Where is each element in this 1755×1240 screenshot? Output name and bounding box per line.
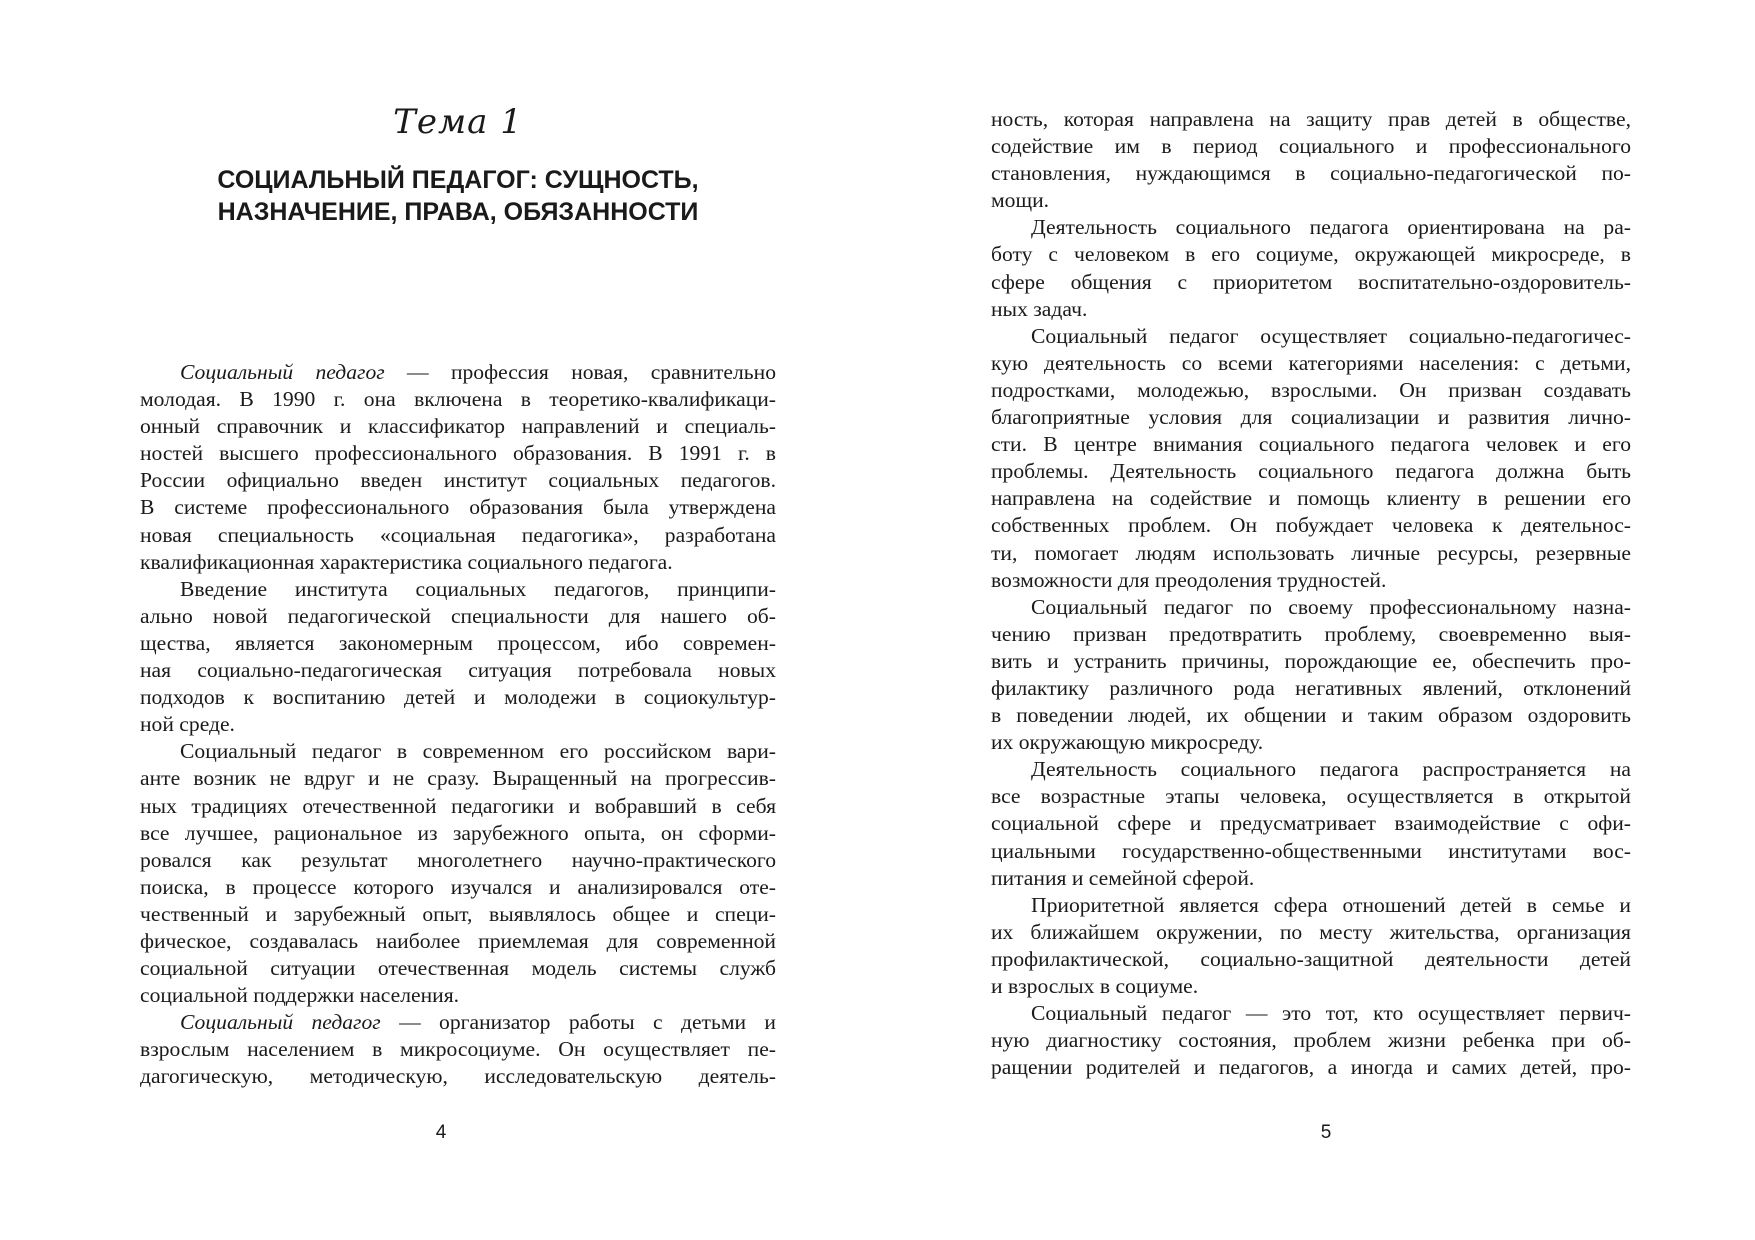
- text-line: [991, 702, 1631, 729]
- text-line: [140, 630, 776, 657]
- text-line: [140, 874, 776, 901]
- line-text: филактику различного рода негативных явлений, отклонений: [991, 675, 1631, 700]
- line-text: Социальный педагог по своему профессиональному назна-: [1031, 594, 1631, 619]
- line-text: ностей высшего профессионального образования. В 1991 г. в: [140, 441, 776, 466]
- text-line: [991, 810, 1631, 837]
- line-text: Деятельность социального педагога распространяется на: [1031, 757, 1631, 782]
- line-text: направлена на содействие и помощь клиенту в решении его: [991, 486, 1631, 511]
- text-line: [140, 657, 776, 684]
- line-text: благоприятные условия для социализации и развития лично-: [991, 405, 1631, 430]
- line-text: ная социально-педагогическая ситуация потребовала новых: [140, 658, 776, 683]
- text-line: [140, 522, 776, 549]
- line-text: возможности для преодоления трудностей.: [991, 567, 1387, 592]
- text-line: [991, 946, 1631, 973]
- text-line: [140, 901, 776, 928]
- line-text: социальной ситуации отечественная модель системы служб: [140, 956, 776, 981]
- line-text: щества, является закономерным процессом, ибо современ-: [140, 630, 776, 655]
- line-text: все возрастные этапы человека, осуществляется в открытой: [991, 784, 1631, 809]
- text-line: [140, 440, 776, 467]
- line-text: Социальный педагог — это тот, кто осуществляет первич-: [1031, 1001, 1631, 1026]
- text-line: [140, 982, 776, 1009]
- line-text: содействие им в период социального и профессионального: [991, 134, 1631, 159]
- text-line: [140, 603, 776, 630]
- line-text: и взрослых в социуме.: [991, 974, 1199, 998]
- text-line: [140, 820, 776, 847]
- line-text: социальной сфере и предусматривает взаимодействие с офи-: [991, 811, 1631, 836]
- text-line: [991, 404, 1631, 431]
- text-line: [991, 350, 1631, 377]
- line-text: социальной поддержки населения.: [140, 983, 460, 1008]
- line-text: боту с человеком в его социуме, окружающей микросреде, в: [991, 242, 1631, 267]
- line-text: Введение института социальных педагогов, принципи-: [180, 576, 776, 601]
- line-text: профилактической, социально-защитной деятельности детей: [991, 946, 1631, 971]
- line-text: ных задач.: [991, 296, 1088, 321]
- line-text: кую деятельность со всеми категориями населения: с детьми,: [991, 350, 1631, 375]
- text-line: [140, 765, 776, 792]
- line-text: их ближайшем окружении, по месту жительства, организация: [991, 919, 1631, 944]
- text-line: [991, 621, 1631, 648]
- text-line: [991, 783, 1631, 810]
- line-text: новая специальность «социальная педагогика», разработана: [140, 522, 776, 547]
- line-text: циальными государственно-общественными институтами вос-: [991, 838, 1631, 863]
- text-line: [991, 729, 1631, 756]
- text-line: [991, 973, 1631, 1000]
- text-line: [140, 847, 776, 874]
- line-text: квалификационная характеристика социального педагога.: [140, 549, 673, 574]
- text-line: [991, 756, 1631, 783]
- text-line: [991, 214, 1631, 241]
- text-line: [991, 458, 1631, 485]
- italic-term: Социальный педагог: [180, 360, 385, 384]
- text-line: [991, 269, 1631, 296]
- line-text: в поведении людей, их общении и таким образом оздоровить: [991, 703, 1631, 728]
- line-text: Социальный педагог осуществляет социально-педагогичес-: [1031, 323, 1631, 348]
- text-line: [140, 386, 776, 413]
- text-line: [140, 955, 776, 982]
- line-text: Социальный педагог в современном его российском вари-: [180, 739, 776, 764]
- text-line: [140, 359, 776, 386]
- line-text: питания и семейной сферой.: [991, 865, 1255, 890]
- left-body-text: [140, 359, 776, 1091]
- chapter-title: СОЦИАЛЬНЫЙ ПЕДАГОГ: СУЩНОСТЬ, НАЗНАЧЕНИЕ, ПРАВА, ОБЯЗАННОСТИ: [217, 166, 699, 226]
- line-text: ращении родителей и педагогов, а иногда и самих детей, про-: [991, 1055, 1631, 1080]
- page-number-right: 5: [1320, 1122, 1332, 1143]
- line-text: дагогическую, методическую, исследовательскую деятель-: [140, 1064, 776, 1089]
- text-line: [991, 323, 1631, 350]
- line-text: собственных проблем. Он побуждает человека к деятельнос-: [991, 513, 1631, 538]
- line-text: фическое, создавалась наиболее приемлемая для современной: [140, 928, 776, 953]
- line-text: чению призван предотвратить проблему, своевременно выя-: [991, 621, 1631, 646]
- text-line: [140, 793, 776, 820]
- text-line: [140, 928, 776, 955]
- line-text: Приоритетной является сфера отношений детей в семье и: [1031, 892, 1631, 917]
- line-text: ально новой педагогической специальности для нашего об-: [140, 603, 776, 628]
- line-text: чественный и зарубежный опыт, выявлялось общее и специ-: [140, 901, 776, 926]
- text-line: [991, 892, 1631, 919]
- text-line: [140, 1063, 776, 1090]
- text-line: [991, 512, 1631, 539]
- line-text: ной среде.: [140, 712, 235, 737]
- text-line: [991, 296, 1631, 323]
- page-number-left: 4: [435, 1122, 447, 1143]
- text-line: [140, 576, 776, 603]
- line-text: мощи.: [991, 188, 1050, 213]
- text-line: [140, 711, 776, 738]
- right-page: [878, 0, 1755, 1240]
- topic-heading: Тема 1: [393, 102, 523, 142]
- text-line: [991, 838, 1631, 865]
- text-line: [991, 1000, 1631, 1027]
- line-text: поиска, в процессе которого изучался и анализировался оте-: [140, 874, 776, 899]
- text-line: [991, 865, 1631, 892]
- line-text: ти, помогает людям использовать личные ресурсы, резервные: [991, 540, 1631, 565]
- right-body-text: [991, 106, 1631, 1081]
- text-line: [991, 106, 1631, 133]
- line-text: взрослым населением в микросоциуме. Он осуществляет пе-: [140, 1037, 776, 1062]
- text-line: [991, 133, 1631, 160]
- text-line: [140, 467, 776, 494]
- line-text: сти. В центре внимания социального педагога человек и его: [991, 432, 1631, 457]
- line-text: ных традициях отечественной педагогики и вобравший в себя: [140, 793, 776, 818]
- text-line: [140, 413, 776, 440]
- text-line: [140, 738, 776, 765]
- line-text: Деятельность социального педагога ориентирована на ра-: [1031, 215, 1631, 240]
- text-line: [991, 1054, 1631, 1081]
- line-text: ную диагностику состояния, проблем жизни ребенка при об-: [991, 1028, 1631, 1053]
- line-text: ровался как результат многолетнего научно-практического: [140, 847, 776, 872]
- text-line: [991, 540, 1631, 567]
- line-text: все лучшее, рациональное из зарубежного опыта, он сформи-: [140, 820, 776, 845]
- text-line: [991, 485, 1631, 512]
- line-text: их окружающую микросреду.: [991, 730, 1264, 755]
- line-text: вить и устранить причины, порождающие ее, обеспечить про-: [991, 648, 1631, 673]
- text-line: [991, 594, 1631, 621]
- text-line: [991, 919, 1631, 946]
- line-text: — организатор работы с детьми и: [380, 1010, 776, 1035]
- text-line: [991, 648, 1631, 675]
- line-text: анте возник не вдруг и не сразу. Выращенный на прогрессив-: [140, 766, 776, 791]
- text-line: [140, 494, 776, 521]
- text-line: [140, 684, 776, 711]
- line-text: подростками, молодежью, взрослыми. Он призван создавать: [991, 377, 1631, 402]
- text-line: [991, 160, 1631, 187]
- text-line: [140, 1036, 776, 1063]
- line-text: В системе профессионального образования была утверждена: [140, 495, 776, 520]
- line-text: становления, нуждающимся в социально-педагогической по-: [991, 161, 1631, 186]
- text-line: [991, 431, 1631, 458]
- text-line: [140, 549, 776, 576]
- text-line: [991, 187, 1631, 214]
- line-text: подходов к воспитанию детей и молодежи в социокультур-: [140, 685, 776, 710]
- line-text: — профессия новая, сравнительно: [384, 360, 776, 384]
- text-line: [991, 377, 1631, 404]
- line-text: молодая. В 1990 г. она включена в теоретико-квалификаци-: [140, 387, 776, 412]
- text-line: [991, 675, 1631, 702]
- text-line: [991, 241, 1631, 268]
- text-line: [991, 1027, 1631, 1054]
- italic-term: Социальный педагог: [180, 1010, 381, 1035]
- line-text: проблемы. Деятельность социального педагога должна быть: [991, 459, 1631, 484]
- text-line: [140, 1009, 776, 1036]
- line-text: России официально введен институт социальных педагогов.: [140, 468, 776, 493]
- text-line: [991, 567, 1631, 594]
- line-text: сфере общения с приоритетом воспитательно-оздоровитель-: [991, 269, 1631, 294]
- line-text: онный справочник и классификатор направлений и специаль-: [140, 414, 776, 439]
- line-text: ность, которая направлена на защиту прав детей в обществе,: [991, 107, 1631, 131]
